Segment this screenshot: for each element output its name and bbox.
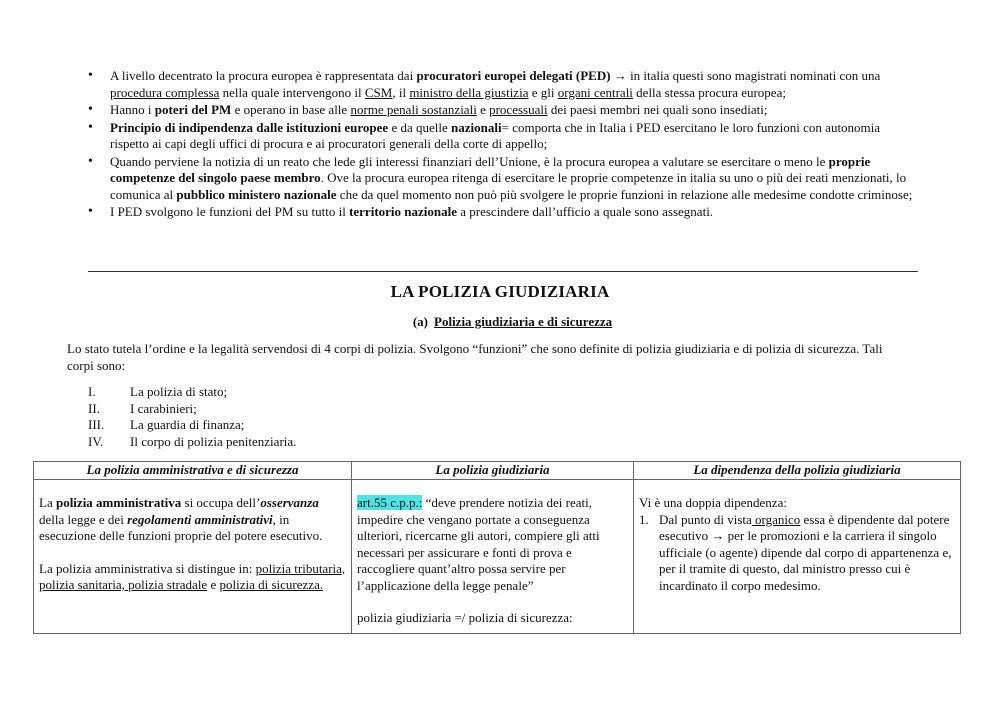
table-row [34,480,961,634]
column-header: La polizia giudiziaria [352,462,634,480]
list-item: III. La guardia di finanza; [88,417,245,432]
ped-bullet-list [88,68,918,222]
list-item: • Hanno i poteri del PM e operano in base alle norme penali sostanziali e processuali dei paesi membri nei quali sono insediati; [88,102,918,119]
section-title: LA POLIZIA GIUDIZIARIA [390,282,610,301]
list-item: I. La polizia di stato; [88,384,228,399]
column-header: La polizia amministrativa e di sicurezza [34,462,352,480]
column-header: La dipendenza della polizia giudiziaria [634,462,961,480]
table-cell-polizia-amministrativa: La polizia amministrativa si occupa dell’osservanza della legge e dei regolamenti amministrativi, in esecuzione delle funzioni proprie del potere esecutivo. La polizia amministrativa si distingue in: polizia tributaria, polizia sanitaria, polizia stradale e polizia di sicurezza. [34,480,352,634]
list-item: IV. Il corpo di polizia penitenziaria. [88,433,297,449]
horizontal-divider [88,271,918,272]
highlighted-reference: art.55 c.p.p.: [357,495,423,510]
list-item: • Quando perviene la notizia di un reato che lede gli interessi finanziari dell’Unione, è la procura europea a valutare se esercitare o meno le proprie competenze del singolo paese membro. Ove la procura europea ritenga di esercitare le proprie competenze in italia su uno o più dei reati menzionati, lo comunica al pubblico ministero nazionale che da quel momento non può più svolgere le proprie funzioni in relazione alle medesime condotte criminose; [88,154,918,204]
list-item: • A livello decentrato la procura europea è rappresentata dai procuratori europei delegati (PED) → in italia questi sono magistrati nominati con una procedura complessa nella quale intervengono il CSM, il ministro della giustizia e gli organi centrali della stessa procura europea; [88,68,918,101]
list-item: II. I carabinieri; [88,400,197,416]
list-item: • Principio di indipendenza dalle istituzioni europee e da quelle nazionali= comporta che in Italia i PED esercitano le loro funzioni con autonomia rispetto ai capi degli uffici di procura e ai procuratori generali della corte di appello; [88,120,918,153]
section-subtitle: (a) Polizia giudiziaria e di sicurezza [412,314,613,329]
intro-paragraph: Lo stato tutela l’ordine e la legalità servendosi di 4 corpi di polizia. Svolgono “funzioni” che sono definite di polizia giudiziaria e di polizia di sicurezza. Tali corpi sono: [67,341,883,373]
table-cell-polizia-giudiziaria: art.55 c.p.p.: “deve prendere notizia dei reati, impedire che vengano portate a conseguenza ulteriori, ricercarne gli autori, compiere gli atti necessari per assicurare e fonti di prova e raccogliere quant’altro possa servire per l’applicazione della legge penale” polizia giudiziaria =/ polizia di sicurezza: [352,480,634,634]
police-corps-list [88,384,296,450]
table-cell-dipendenza: Vi è una doppia dipendenza: 1. Dal punto di vista organico essa è dipendente dal potere esecutivo → per le promozioni e la carriera il singolo ufficiale (o agente) dipende dal corpo di appartenenza e, per il tramite di questo, dal ministro presso cui è incardinato il corpo medesimo. [634,480,961,634]
list-item: • I PED svolgono le funzioni del PM su tutto il territorio nazionale a prescindere dall’ufficio a quale sono assegnati. [88,204,918,221]
comparison-table [33,461,961,634]
table-header-row [34,462,961,480]
list-item: 1. Dal punto di vista organico essa è dipendente dal potere esecutivo → per le promozioni e la carriera il singolo ufficiale (o agente) dipende dal corpo di appartenenza e, per il tramite di questo, dal ministro presso cui è incardinato il corpo medesimo. [639,511,952,593]
